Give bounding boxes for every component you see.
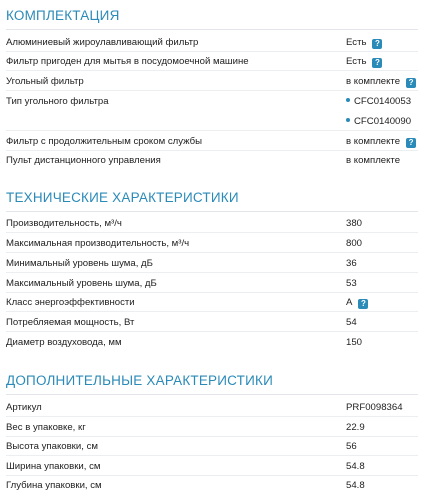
spec-label: Максимальная производительность, м³/ч <box>6 238 190 249</box>
help-icon[interactable]: ? <box>372 39 382 49</box>
spec-label: Фильтр с продолжительным сроком службы <box>6 136 203 147</box>
extra-section-title: ДОПОЛНИТЕЛЬНЫЕ ХАРАКТЕРИСТИКИ <box>6 373 273 388</box>
spec-label: Вес в упаковке, кг <box>6 422 86 433</box>
help-icon[interactable]: ? <box>372 58 382 68</box>
spec-label: Диаметр воздуховода, мм <box>6 337 122 348</box>
spec-label: Угольный фильтр <box>6 76 84 87</box>
tech-section-title: ТЕХНИЧЕСКИЕ ХАРАКТЕРИСТИКИ <box>6 190 239 205</box>
spec-label: Ширина упаковки, см <box>6 461 101 472</box>
spec-row <box>0 461 424 482</box>
spec-row <box>0 96 424 117</box>
spec-label: Производительность, м³/ч <box>6 218 122 229</box>
spec-value: в комплекте <box>346 155 401 166</box>
spec-value: PRF0098364 <box>346 402 403 413</box>
help-icon[interactable]: ? <box>358 299 368 309</box>
spec-value: CFC0140053 <box>346 96 411 107</box>
spec-label: Высота упаковки, см <box>6 441 98 452</box>
spec-row <box>0 337 424 358</box>
spec-label: Пульт дистанционного управления <box>6 155 161 166</box>
spec-row <box>0 218 424 239</box>
spec-row <box>0 278 424 299</box>
spec-row <box>0 76 424 97</box>
spec-value: Есть ? <box>346 37 382 49</box>
spec-row <box>0 258 424 279</box>
bullet-icon <box>346 118 350 122</box>
spec-value: 800 <box>346 238 363 249</box>
spec-label: Потребляемая мощность, Вт <box>6 317 135 328</box>
spec-label: Глубина упаковки, см <box>6 480 102 491</box>
spec-value: Есть ? <box>346 56 382 68</box>
spec-label: Минимальный уровень шума, дБ <box>6 258 153 269</box>
spec-label: Алюминиевый жироулавливающий фильтр <box>6 37 199 48</box>
spec-label: Фильтр пригоден для мытья в посудомоечной машине <box>6 56 249 67</box>
spec-row <box>0 317 424 338</box>
spec-row <box>0 441 424 462</box>
spec-row <box>0 422 424 443</box>
spec-value: CFC0140090 <box>346 116 411 127</box>
spec-row <box>0 238 424 259</box>
spec-row <box>0 297 424 318</box>
spec-label: Класс энергоэффективности <box>6 297 135 308</box>
spec-value: в комплекте ? <box>346 76 416 88</box>
spec-value: 53 <box>346 278 357 289</box>
spec-value: 22.9 <box>346 422 365 433</box>
spec-row <box>0 56 424 77</box>
spec-label: Тип угольного фильтра <box>6 96 109 107</box>
spec-value: 380 <box>346 218 363 229</box>
spec-value: 150 <box>346 337 363 348</box>
spec-row <box>0 37 424 58</box>
spec-row <box>0 116 424 137</box>
kit-section-title: КОМПЛЕКТАЦИЯ <box>6 8 120 23</box>
spec-label: Максимальный уровень шума, дБ <box>6 278 157 289</box>
help-icon[interactable]: ? <box>406 78 416 88</box>
spec-row <box>0 155 424 176</box>
spec-value: 36 <box>346 258 357 269</box>
spec-value: 54.8 <box>346 461 365 472</box>
spec-row <box>0 136 424 157</box>
spec-label: Артикул <box>6 402 42 413</box>
bullet-icon <box>346 98 350 102</box>
spec-row <box>0 402 424 423</box>
spec-value: 54.8 <box>346 480 365 491</box>
spec-value: 54 <box>346 317 357 328</box>
spec-row <box>0 480 424 501</box>
spec-value: в комплекте ? <box>346 136 416 148</box>
help-icon[interactable]: ? <box>406 138 416 148</box>
spec-value: 56 <box>346 441 357 452</box>
spec-value: A ? <box>346 297 368 309</box>
